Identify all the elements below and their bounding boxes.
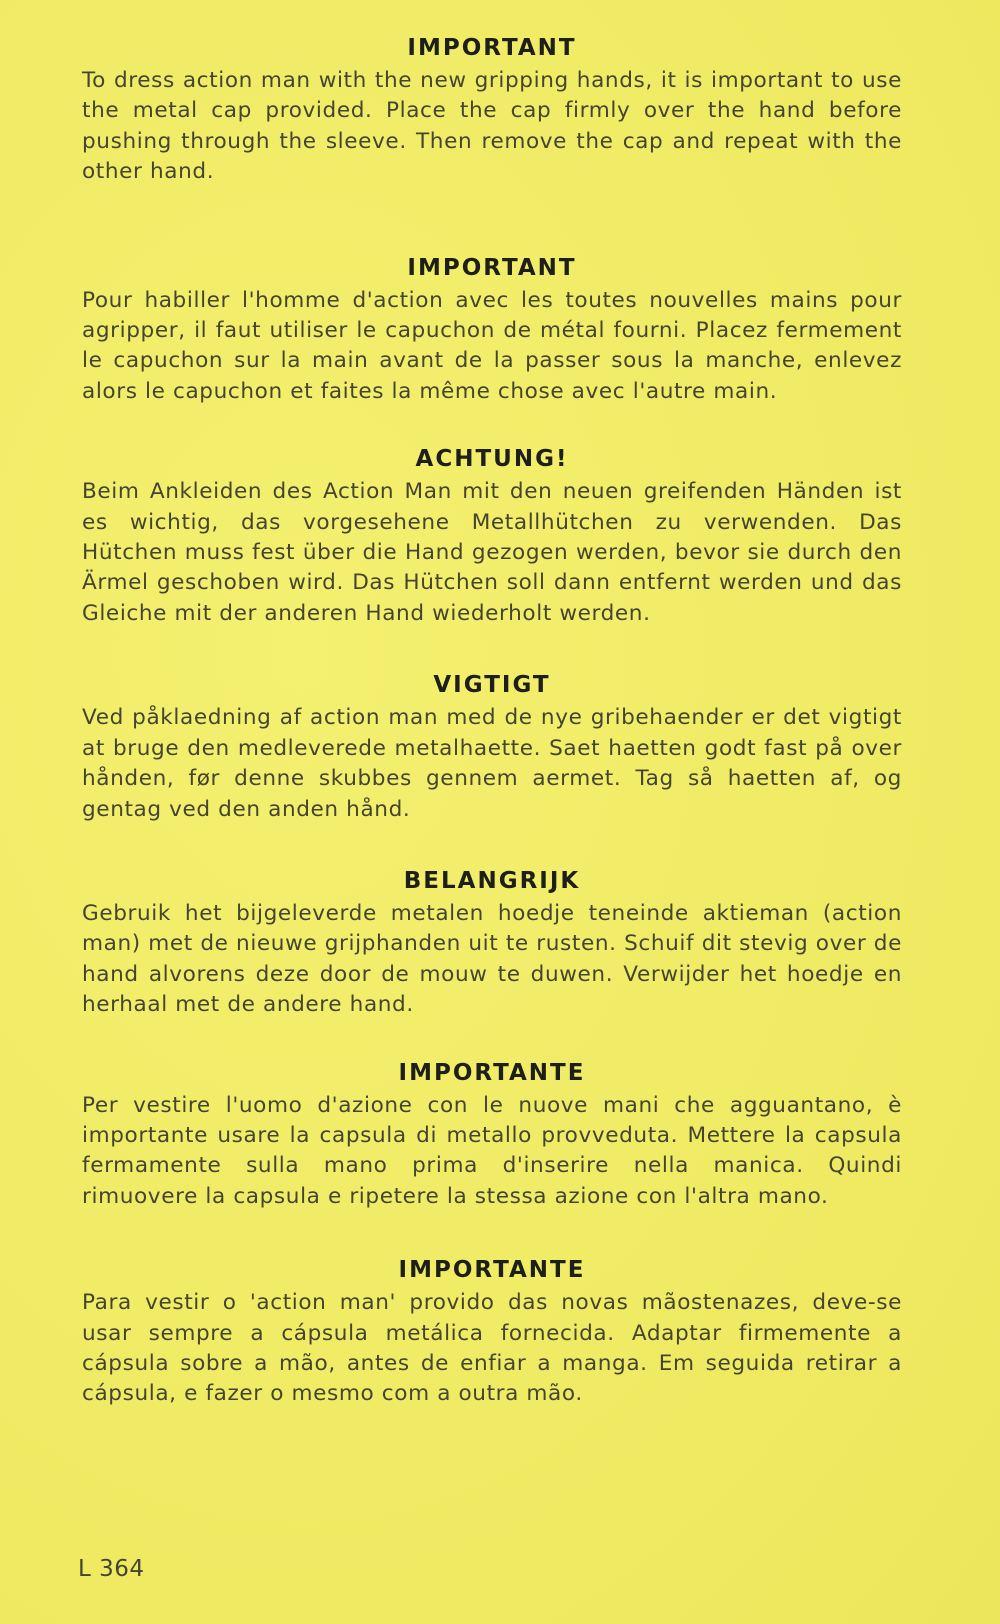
section-english <box>82 30 902 188</box>
section-portuguese <box>82 1252 902 1410</box>
section-body: Per vestire l'uomo d'azione con le nuove mani che agguantano, è importante usare la capsula di metallo provveduta. Mettere la capsula fermamente sulla mano prima d'inserire nella manica. Quindi rimuovere la capsula e ripetere la stessa azione con l'altra mano. <box>82 1092 902 1209</box>
section-body: Gebruik het bijgeleverde metalen hoedje teneinde aktieman (action man) met de nieuwe grijphanden uit te rusten. Schuif dit stevig over de hand alvorens deze door de mouw te duwen. Verwijder het hoedje en herhaal met de andere hand. <box>82 900 902 1018</box>
section-german <box>82 441 902 629</box>
section-body: Beim Ankleiden des Action Man mit den neuen greifenden Händen ist es wichtig, das vorgesehene Metallhütchen zu verwenden. Das Hütchen muss fest über die Hand gezogen werden, bevor sie durch den Ärmel geschoben wird. Das Hütchen soll dann entfernt werden und das Gleiche mit der anderen Hand wiederholt werden. <box>82 479 902 626</box>
section-heading: IMPORTANTE <box>398 1059 586 1086</box>
section-body: Pour habiller l'homme d'action avec les toutes nouvelles mains pour agripper, il faut utiliser le capuchon de métal fourni. Placez fermement le capuchon sur la main avant de la passer sous la manche, enlevez alors le capuchon et faites la même chose avec l'autre main. <box>82 287 902 404</box>
section-body: Para vestir o 'action man' provido das novas mãostenazes, deve-se usar sempre a cápsula metálica fornecida. Adaptar firmemente a cápsula sobre a mão, antes de enfiar a manga. Em seguida retirar a cápsula, e fazer o mesmo com a outra mão. <box>82 1290 902 1407</box>
section-danish <box>82 667 902 825</box>
section-heading: IMPORTANTE <box>398 1257 586 1284</box>
section-heading: IMPORTANT <box>407 35 577 61</box>
section-body: To dress action man with the new gripping hands, it is important to use the metal cap provided. Place the cap firmly over the hand before pushing through the sleeve. Then remove the cap and repeat with the other hand. <box>82 68 902 185</box>
section-heading: VIGTIGT <box>433 672 551 699</box>
section-italian <box>82 1055 902 1213</box>
section-body: Ved påklaedning af action man med de nye gribehaender er det vigtigt at bruge den medleverede metalhaette. Saet haetten godt fast på over hånden, før denne skubbes gennem aermet. Tag så haetten af, og gentag ved den anden hånd. <box>82 705 902 822</box>
section-french <box>82 250 902 408</box>
section-heading: ACHTUNG! <box>415 446 569 473</box>
section-dutch <box>82 863 902 1021</box>
section-heading: BELANGRIJK <box>403 867 581 894</box>
product-code: L 364 <box>78 1556 145 1582</box>
section-heading: IMPORTANT <box>407 254 577 281</box>
